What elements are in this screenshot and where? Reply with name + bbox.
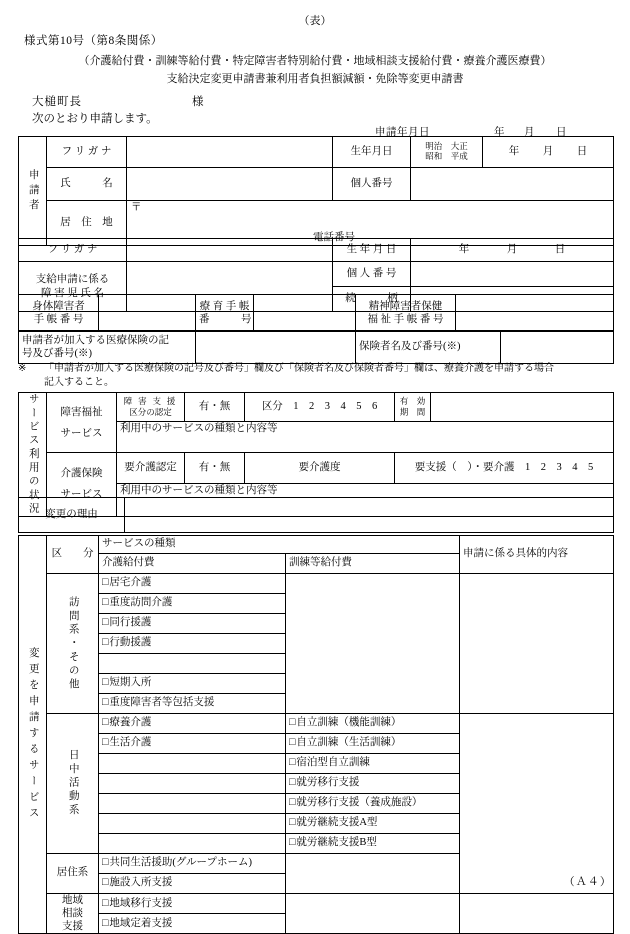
service-checkbox-jiritsu-kinou[interactable]: □ 自立訓練（機能訓練） (286, 714, 460, 734)
applicant-birth-year: 年 (508, 145, 520, 157)
child-name-label-line2: 障 害 児 氏 名 (41, 287, 104, 299)
welfare-service-in-use[interactable]: 利用中のサービスの種類と内容等 (117, 422, 614, 453)
applicant-side-label (19, 137, 47, 246)
applicant-furigana-value[interactable] (127, 137, 333, 168)
care-insurance-label-line1: 介護保険 (60, 468, 103, 480)
physical-handbook-label-line2: 手 帳 番 号 (33, 314, 84, 325)
service-blank-row-1[interactable] (99, 654, 286, 674)
service-blank-row-5[interactable] (99, 814, 286, 834)
child-birth-day: 日 (554, 243, 566, 255)
service-checkbox-shisetsu-nyusho[interactable]: □ 施設入所支援 (99, 874, 286, 894)
service-checkbox-judo-hokatsu[interactable]: □ 重度障害者等包括支援 (99, 694, 286, 714)
reason-value[interactable] (125, 498, 614, 533)
service-checkbox-shuro-ikou[interactable]: □ 就労移行支援 (286, 774, 460, 794)
mental-handbook-label-line1: 精神障害者保健 (368, 300, 443, 312)
group-label-homonkei (47, 574, 99, 714)
application-date-month: 月 (524, 127, 535, 138)
change-side-label-text: 変更を申請するサービス (27, 646, 39, 823)
service-checkbox-shukuhaku[interactable]: □ 宿泊型自立訓練 (286, 754, 460, 774)
valid-period-value[interactable] (431, 393, 614, 422)
detail-group2[interactable] (460, 714, 614, 894)
form-subtitle-2: 支給決定変更申請書兼利用者負担額減額・免除等変更申請書 (166, 73, 464, 85)
care-insurance-in-use[interactable]: 利用中のサービスの種類と内容等 (117, 483, 614, 516)
phone-label: 電話番号 (313, 231, 355, 243)
mental-handbook-value[interactable] (456, 295, 614, 332)
child-furigana-value[interactable] (127, 239, 333, 262)
physical-handbook-label (19, 295, 99, 332)
valid-period-label (395, 393, 431, 422)
welfare-service-label (47, 393, 117, 453)
kubun-cert-label-line1: 障 害 支 援 (123, 396, 178, 407)
child-birth-month: 月 (506, 243, 518, 255)
mental-handbook-label (356, 295, 456, 332)
ryoiku-handbook-label (196, 295, 254, 332)
ryoiku-handbook-value[interactable] (254, 295, 356, 332)
applicant-birth-day: 日 (576, 145, 588, 157)
service-blank-row-2[interactable] (99, 754, 286, 774)
reason-table (18, 497, 614, 533)
kubun-column-header: 区 分 (47, 536, 99, 574)
welfare-service-label-line1: 障害福祉 (60, 406, 103, 418)
service-blank-row-6[interactable] (99, 834, 286, 854)
era-line-1: 明治 大正 (425, 141, 468, 152)
kubun-cert-label-line2: 区分の認定 (129, 407, 172, 417)
kubun-levels[interactable]: 区分 1 2 3 4 5 6 (245, 393, 395, 422)
service-checkbox-chiiki-ikou[interactable]: □ 地域移行支援 (99, 894, 286, 914)
group-label-kyojukei-text: 居住系 (56, 867, 89, 879)
insurance-note (18, 362, 618, 389)
child-birth-year: 年 (458, 243, 470, 255)
applicant-furigana-label: フ リ ガ ナ (47, 137, 127, 168)
paper-size-label: （Ａ４） (563, 876, 612, 888)
service-checkbox-shuro-keizoku-b[interactable]: □ 就労継続支援B型 (286, 834, 460, 854)
insurer-name-value[interactable] (501, 331, 614, 364)
applicant-table (18, 136, 614, 246)
group-label-chiiki-text: 地域 相談 支援 (62, 895, 83, 933)
service-kind-header: サービスの種類 (99, 536, 460, 554)
service-checkbox-shuro-keizoku-a[interactable]: □ 就労継続支援A型 (286, 814, 460, 834)
insurance-table (18, 330, 614, 364)
service-checkbox-ryoyo-kaigo[interactable]: □ 療養介護 (99, 714, 286, 734)
detail-group1[interactable] (460, 574, 614, 714)
care-insurance-label-line2: サービス (60, 489, 103, 501)
applicant-birth-month: 月 (542, 145, 554, 157)
insurance-symbol-label (19, 331, 196, 364)
group-label-nicchu-text: 日中活動系 (67, 749, 79, 818)
handbook-table (18, 294, 614, 332)
child-name-label-line1: 支給申請に係る (35, 274, 110, 286)
care-level-scale[interactable]: 要支援（ ）・要介護 1 2 3 4 5 (395, 453, 614, 484)
kaigo-benefit-header: 介護給付費 (99, 554, 286, 574)
service-checkbox-tanki-nyusho[interactable]: □ 短期入所 (99, 674, 286, 694)
ryoiku-handbook-label-line2: 番 号 (199, 314, 252, 325)
note-mark: ※ (18, 363, 27, 374)
service-checkbox-kyotaku[interactable]: □ 居宅介護 (99, 574, 286, 594)
mental-handbook-label-line2: 福 祉 手 帳 番 号 (367, 314, 444, 325)
form-number: 様式第10号（第8条関係） (24, 35, 163, 47)
insurance-symbol-label-line2: 号及び番号(※) (22, 348, 92, 359)
service-checkbox-group-home[interactable]: □ 共同生活援助(グループホーム) (99, 854, 286, 874)
group-label-nicchu (47, 714, 99, 854)
service-status-side-label-text: サービス利用の状況 (27, 393, 39, 516)
child-mynumber-value[interactable] (411, 262, 614, 287)
insurance-symbol-label-line1: 申請者が加入する医療保険の記 (22, 334, 169, 346)
service-checkbox-doko-engo[interactable]: □ 同行援護 (99, 614, 286, 634)
child-relation-label: 続 柄 (333, 287, 411, 312)
kubun-cert-umu[interactable]: 有・無 (185, 393, 245, 422)
kunren-empty-group4[interactable] (286, 894, 460, 934)
physical-handbook-value[interactable] (99, 295, 196, 332)
service-checkbox-shuro-ikou-yosei[interactable]: □ 就労移行支援（養成施設） (286, 794, 460, 814)
application-date-year: 年 (494, 127, 505, 138)
kunren-empty-group1[interactable] (286, 574, 460, 714)
ryoiku-handbook-label-line1: 療 育 手 帳 (199, 300, 250, 312)
insurance-symbol-value[interactable] (196, 331, 356, 364)
form-subtitle-1: （介護給付費・訓練等給付費・特定障害者特別給付費・地域相談支援給付費・療養介護医療費） (78, 55, 552, 67)
care-level-label: 要介護度 (245, 453, 395, 484)
care-cert-umu[interactable]: 有・無 (185, 453, 245, 484)
applicant-mynumber-value[interactable] (411, 168, 614, 201)
note-line-1: 「申請者が加入する医療保険の記号及び番号」欄及び「保険者名及び保険者番号」欄は、療養介護を申請する場合 (44, 363, 554, 374)
applicant-birth-date-cell[interactable] (483, 137, 614, 168)
valid-period-label-line2: 期 間 (399, 407, 426, 417)
declaration-text: 次のとおり申請します。 (32, 113, 158, 125)
care-cert-label: 要介護認定 (117, 453, 185, 484)
applicant-birth-label: 生年月日 (333, 137, 411, 168)
detail-group4[interactable] (460, 894, 614, 934)
detail-column-header: 申請に係る具体的内容 (460, 536, 614, 574)
child-birth-label: 生 年 月 日 (333, 239, 411, 262)
applicant-mynumber-label: 個人番号 (333, 168, 411, 201)
applicant-name-value[interactable] (127, 168, 333, 201)
page-kind-label: （表） (298, 15, 332, 27)
group-label-homonkei-text: 訪問系・その他 (67, 595, 79, 692)
insurer-name-label: 保険者名及び番号(※) (356, 331, 501, 364)
applicant-address-label: 居 住 地 (47, 201, 127, 246)
service-checkbox-chiiki-teichaku[interactable]: □ 地域定着支援 (99, 914, 286, 934)
kubun-cert-label (117, 393, 185, 422)
applicant-side-label-text: 申請者 (27, 168, 39, 214)
postal-mark: 〒 (131, 202, 142, 213)
service-blank-row-3[interactable] (99, 774, 286, 794)
child-furigana-label: フ リ ガ ナ (19, 239, 127, 262)
application-date-day: 日 (556, 127, 567, 138)
kunren-benefit-header: 訓練等給付費 (286, 554, 460, 574)
service-checkbox-kodo-engo[interactable]: □ 行動援護 (99, 634, 286, 654)
service-checkbox-seikatsu-kaigo[interactable]: □ 生活介護 (99, 734, 286, 754)
service-checkbox-jiritsu-seikatsu[interactable]: □ 自立訓練（生活訓練） (286, 734, 460, 754)
reason-label: 変更の理由 (19, 498, 125, 533)
child-birth-date-cell[interactable] (411, 239, 614, 262)
application-date-label: 申請年月日 (375, 127, 430, 138)
service-checkbox-judo-homon[interactable]: □ 重度訪問介護 (99, 594, 286, 614)
welfare-service-label-line2: サービス (60, 427, 103, 439)
applicant-name-label: 氏 名 (47, 168, 127, 201)
era-line-2: 昭和 平成 (425, 151, 468, 161)
note-line-2: 記入すること。 (44, 376, 114, 388)
addressee-mayor: 大槌町長 (32, 96, 82, 108)
child-mynumber-label: 個 人 番 号 (333, 262, 411, 287)
valid-period-label-line1: 有 効 (399, 396, 426, 407)
applicant-era-cell[interactable] (411, 137, 483, 168)
service-blank-row-4[interactable] (99, 794, 286, 814)
group-label-chiiki (47, 894, 99, 934)
addressee-honorific: 様 (192, 96, 204, 108)
physical-handbook-label-line1: 身体障害者 (32, 300, 85, 312)
